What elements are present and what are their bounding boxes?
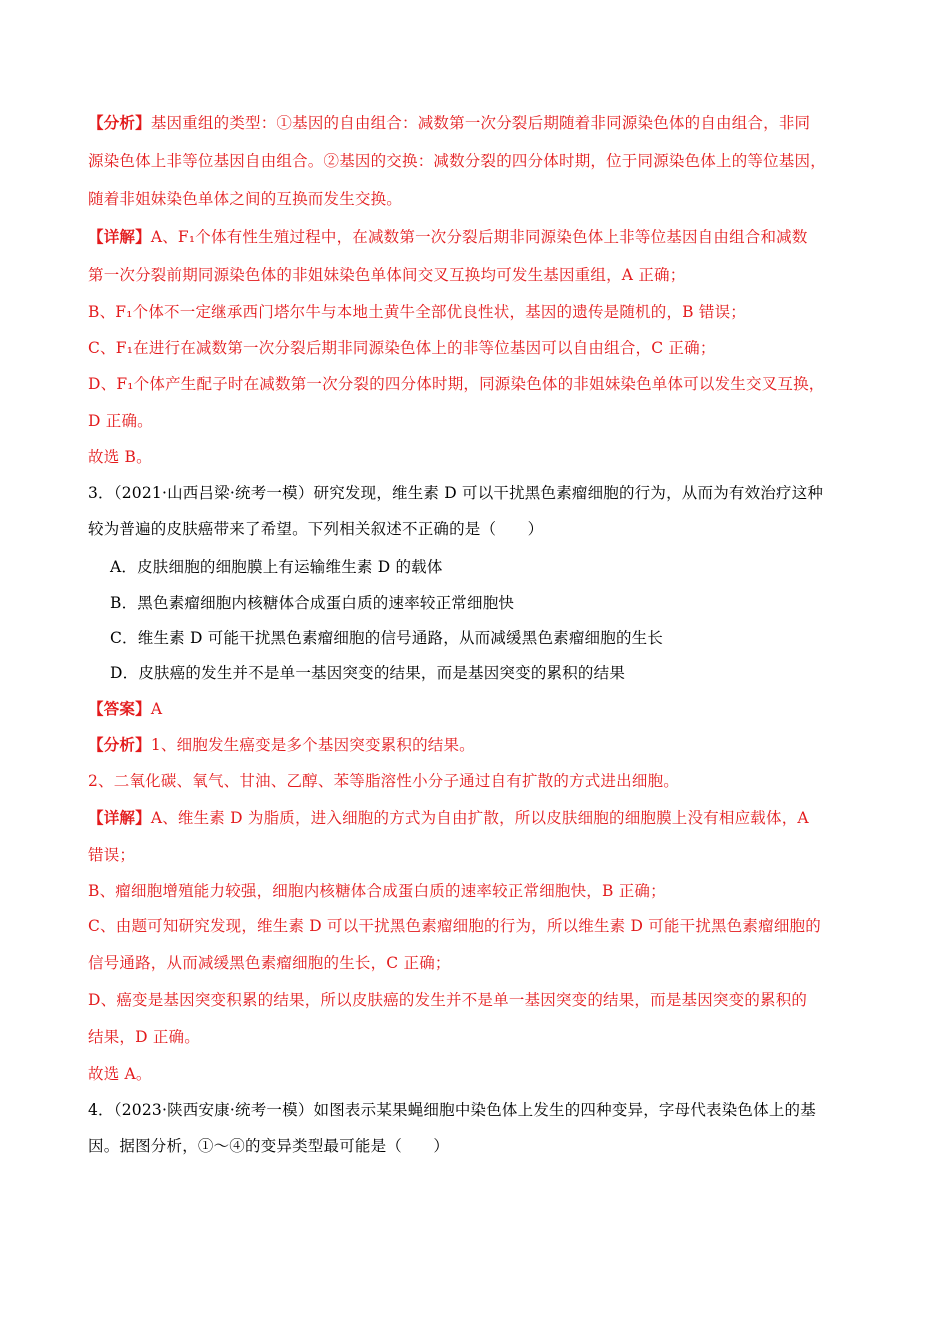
- q2-analysis-line-1: 【分析】基因重组的类型：①基因的自由组合：减数第一次分裂后期随着非同源染色体的自由组合，非同: [88, 113, 811, 132]
- q3-detail-option-c-cont: 信号通路，从而减缓黑色素瘤细胞的生长，C 正确；: [88, 954, 451, 972]
- q2-detail-option-d-cont: D 正确。: [88, 412, 153, 430]
- q2-detail-line-2: 第一次分裂前期同源染色体的非姐妹染色单体间交叉互换均可发生基因重组，A 正确；: [88, 266, 686, 284]
- q3-conclusion: 故选 A。: [88, 1065, 152, 1083]
- q3-analysis-line-1: 【分析】1、细胞发生癌变是多个基因突变累积的结果。: [88, 735, 475, 754]
- q3-detail-option-d-cont: 结果，D 正确。: [88, 1028, 200, 1046]
- q2-detail-line-1: 【详解】A、F₁个体有性生殖过程中，在减数第一次分裂后期非同源染色体上非等位基因自由组合和减数: [88, 227, 808, 246]
- q3-answer: [88, 698, 162, 720]
- q3-stem-line-2: 较为普遍的皮肤癌带来了希望。下列相关叙述不正确的是（ ）: [88, 520, 544, 538]
- q3-detail-option-c: C、由题可知研究发现，维生素 D 可以干扰黑色素瘤细胞的行为，所以维生素 D 可能干扰黑色素瘤细胞的: [88, 917, 821, 935]
- q3-detail-tag: 【详解】: [88, 808, 151, 827]
- q2-detail-option-d: D、F₁个体产生配子时在减数第一次分裂的四分体时期，同源染色体的非姐妹染色单体可以发生交叉互换，: [88, 375, 825, 393]
- q3-answer-value: A: [150, 700, 163, 718]
- q3-analysis-line-2: 2、二氧化碳、氧气、甘油、乙醇、苯等脂溶性小分子通过自有扩散的方式进出细胞。: [88, 772, 679, 790]
- q3-stem-line-1: 3．（2021·山西吕梁·统考一模）研究发现，维生素 D 可以干扰黑色素瘤细胞的行为，从而为有效治疗这种: [88, 484, 824, 502]
- q4-stem-line-2: 因。据图分析，①～④的变异类型最可能是（ ）: [88, 1137, 450, 1155]
- q2-analysis-tag: 【分析】: [88, 113, 151, 132]
- q3-option-b: B．黑色素瘤细胞内核糖体合成蛋白质的速率较正常细胞快: [110, 594, 515, 612]
- q4-stem-line-1: 4．（2023·陕西安康·统考一模）如图表示某果蝇细胞中染色体上发生的四种变异，字母代表染色体上的基: [88, 1101, 816, 1119]
- q3-detail-option-d: D、癌变是基因突变积累的结果，所以皮肤癌的发生并不是单一基因突变的结果，而是基因突变的累积的: [88, 991, 808, 1009]
- q3-answer-tag: 【答案】: [88, 699, 151, 718]
- q3-option-c: C．维生素 D 可能干扰黑色素瘤细胞的信号通路，从而减缓黑色素瘤细胞的生长: [110, 629, 664, 647]
- q3-detail-option-b: B、瘤细胞增殖能力较强，细胞内核糖体合成蛋白质的速率较正常细胞快，B 正确；: [88, 882, 666, 900]
- q2-analysis-line-2: 源染色体上非等位基因自由组合。②基因的交换：减数分裂的四分体时期，位于同源染色体上的等位基因，: [88, 152, 826, 170]
- q2-detail-tag: 【详解】: [88, 227, 151, 246]
- q3-detail-line-1: 【详解】A、维生素 D 为脂质，进入细胞的方式为自由扩散，所以皮肤细胞的细胞膜上没有相应载体，A: [88, 808, 809, 827]
- q2-detail-option-b: B、F₁个体不一定继承西门塔尔牛与本地土黄牛全部优良性状，基因的遗传是随机的，B 错误；: [88, 303, 746, 321]
- q3-analysis-tag: 【分析】: [88, 735, 151, 754]
- q3-detail-line-2: 错误；: [88, 846, 136, 864]
- q2-conclusion: 故选 B。: [88, 448, 152, 466]
- q2-analysis-line-3: 随着非姐妹染色单体之间的互换而发生交换。: [88, 190, 403, 208]
- q2-detail-option-c: C、F₁在进行在减数第一次分裂后期非同源染色体上的非等位基因可以自由组合，C 正确；: [88, 339, 716, 357]
- q3-option-a: A．皮肤细胞的细胞膜上有运输维生素 D 的载体: [110, 558, 443, 576]
- q3-option-d: D．皮肤癌的发生并不是单一基因突变的结果，而是基因突变的累积的结果: [110, 664, 626, 682]
